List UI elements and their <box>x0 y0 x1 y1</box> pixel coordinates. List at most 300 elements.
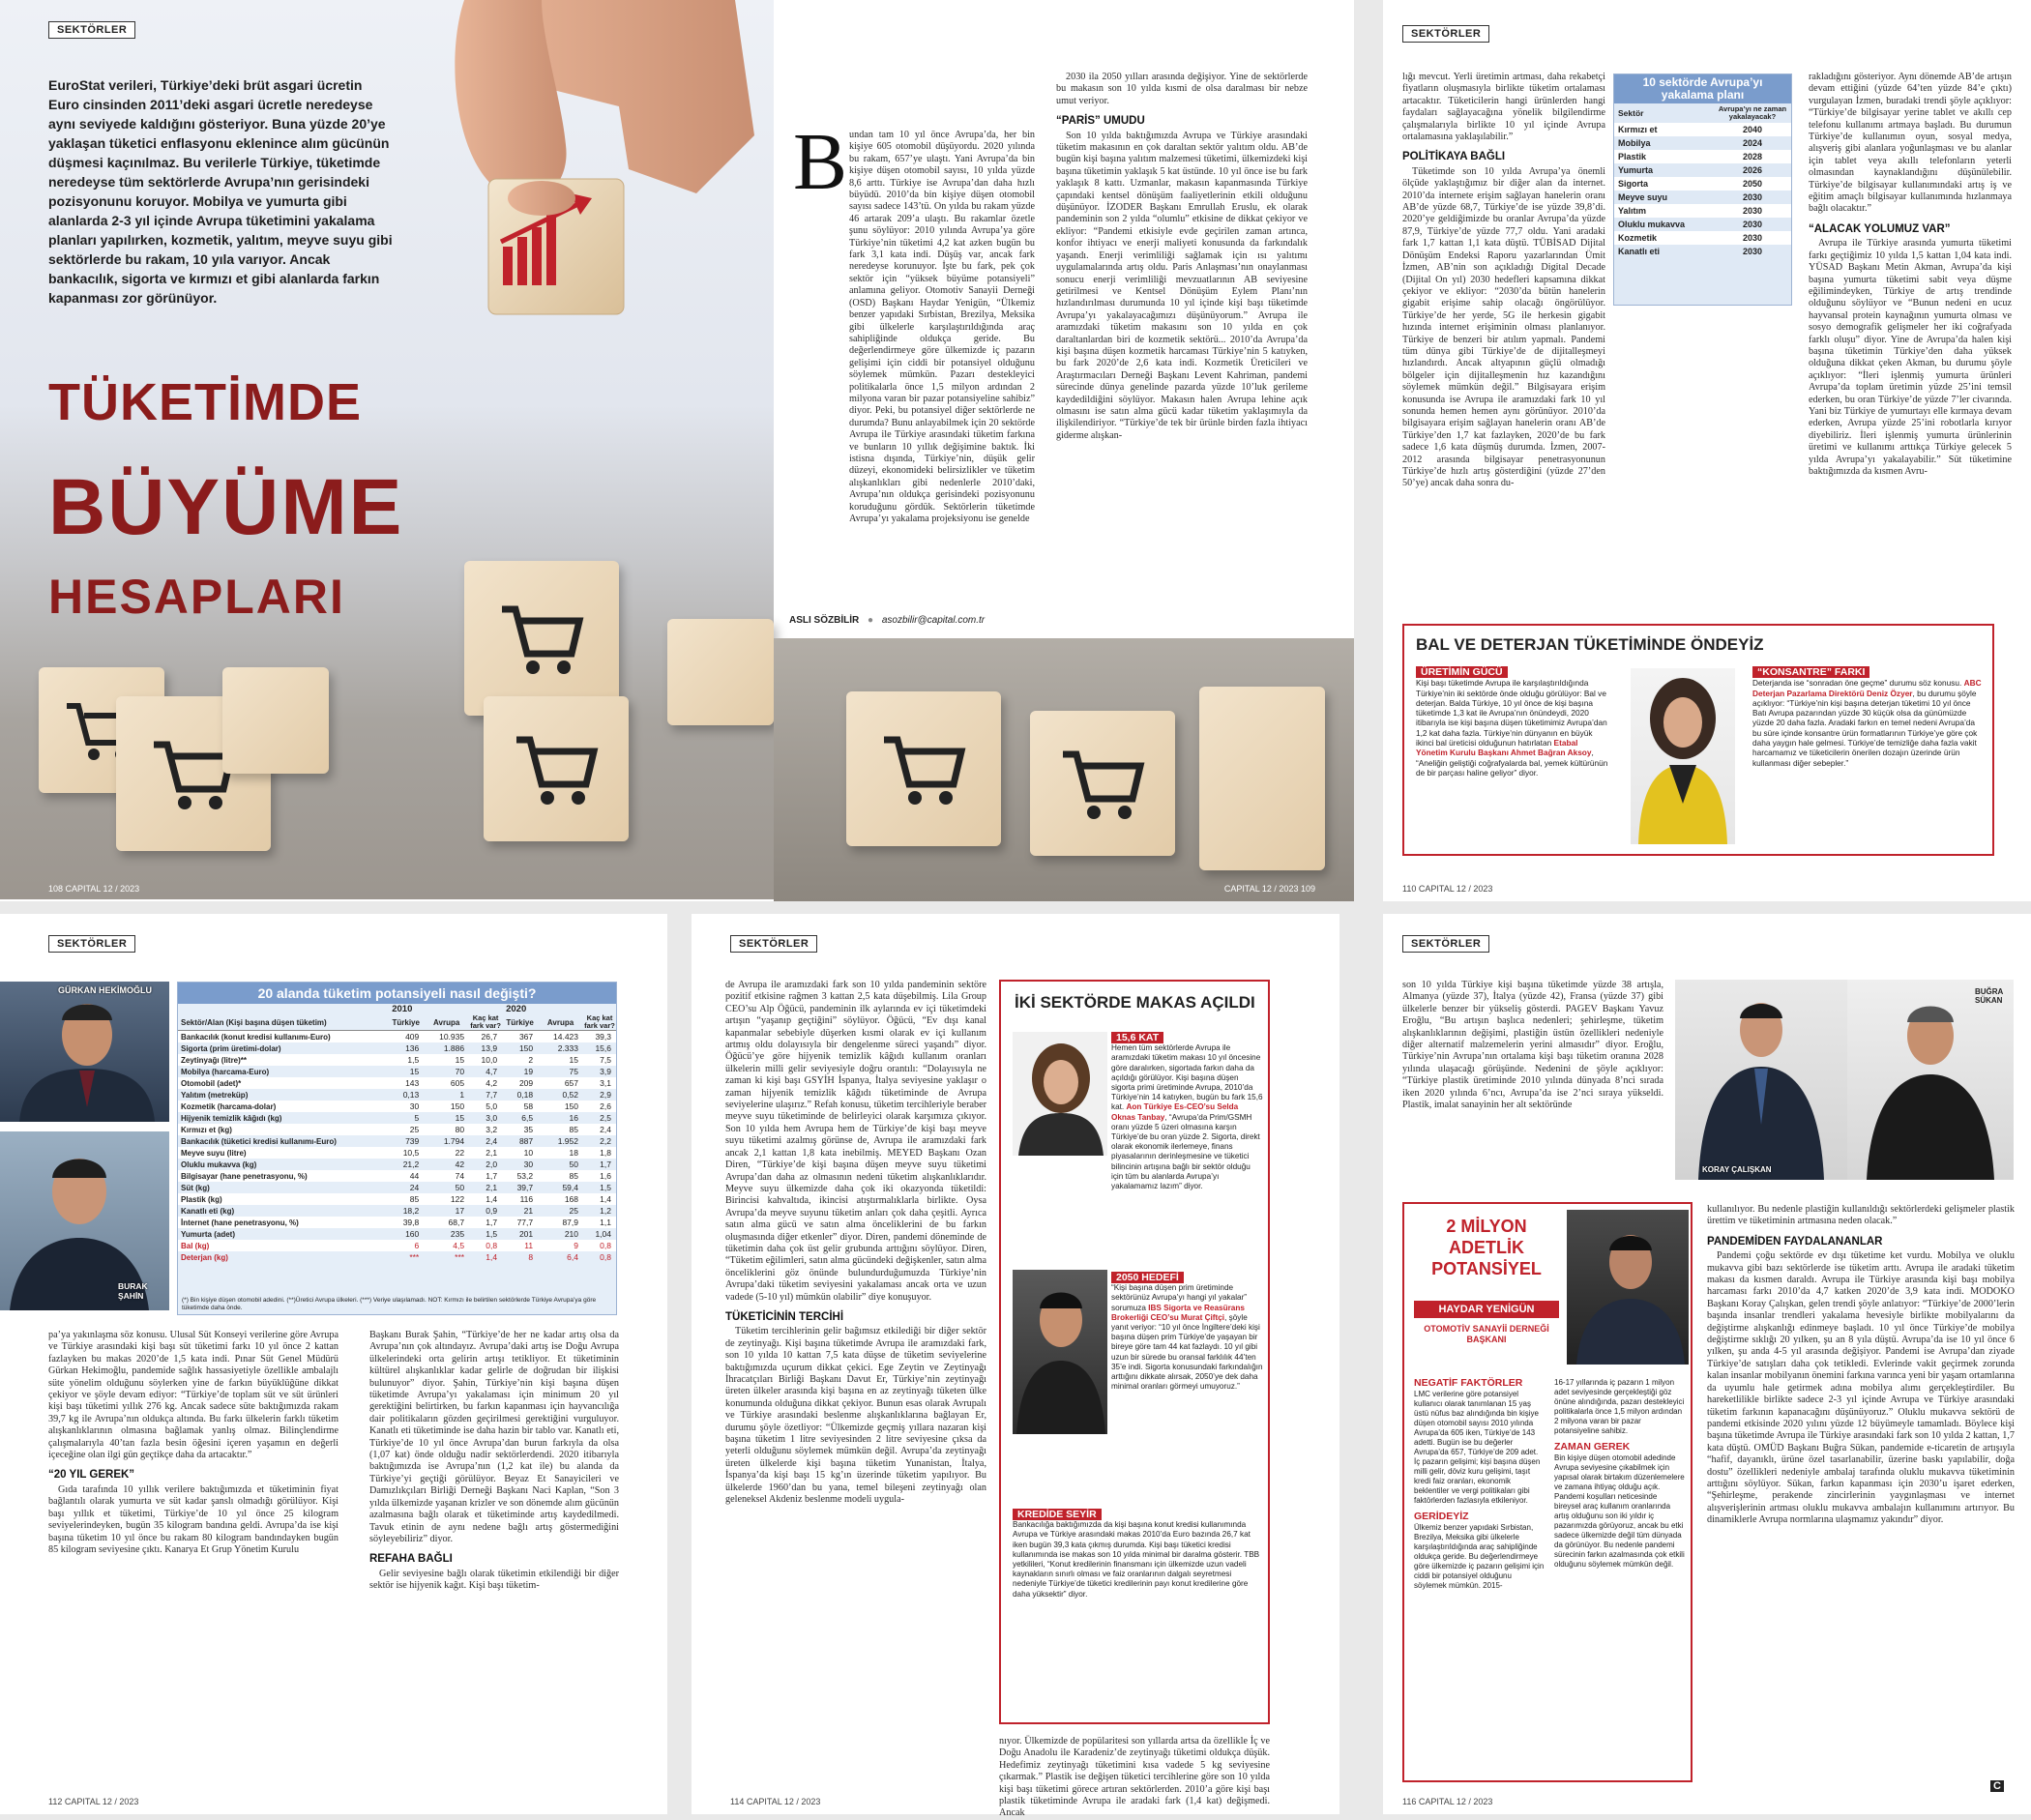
paragraph: Gelir seviyesine bağlı olarak tüketimin etkilendiği bir diğer sektör ise hijyenik kağıt. Kişi başı tüketim- <box>369 1568 619 1592</box>
paragraph: rakladığını gösteriyor. Aynı dönemde AB’de artışın devam ettiğini (yüzde 64’ten yüzde 84’e çıktı) vurgulayan İzmen, buradaki trendi şöyle açıklıyor: “Türkiye’de bilgisayar yerine tablet ve akıllı cep telefonu kullanımı artmaya başladı. Bu durumun Türkiye’de kullanımın oyun, sosyal medya, alışveriş gibi alanlara yoğunlaşması ve bu alanlar için tablet veya akıllı telefonların yeterli olmasından kaynaklandığını düşünülebilir. Türkiye’de bilgisayar kullanımındaki artış iş ve eğitim amaçlı bilgisayar kullanımında hızlanmaya bağlı olacaktır.” <box>1809 72 2012 215</box>
cell-sector: Plastik (kg) <box>181 1194 222 1204</box>
cell-value: 25 <box>409 1125 420 1134</box>
paragraph: nıyor. Ülkemizde de popülaritesi son yıllarda artsa da özellikle İç ve Doğu Anadolu ile Karadeniz’de zeytinyağı tüketimi oldukça düşük. Hedefimiz zeytinyağı tüketimini kısa vadede 5 kg seviyesine çıkarmak.” Plastik ise değişen tüketici tercihlerine göre son 10 yılda kişi başı tüketimi görece artıran sektörlerden. 2010’a göre kişi başı plastik tüketiminde Avrupa ile aradaki fark (1,4 kat) değişmedi. Ancak <box>999 1736 1270 1819</box>
cell-value: 367 <box>518 1032 534 1042</box>
cell-value: 3,9 <box>600 1067 611 1076</box>
cart-cube <box>1030 711 1175 856</box>
cell-value: 136 <box>405 1043 420 1053</box>
table-row <box>1614 177 1791 191</box>
photo-caption: GÜRKAN HEKİMOĞLU <box>58 985 152 995</box>
cell-value: 21,2 <box>402 1160 420 1169</box>
cell-value: 2,6 <box>600 1101 611 1111</box>
cell-sector: Bal (kg) <box>181 1241 210 1250</box>
cell-sector: Bankacılık (tüketici kredisi kullanımı-Euro) <box>181 1136 337 1146</box>
page-number <box>1224 884 1315 894</box>
paragraph: Pandemi çoğu sektörde ev dışı tüketime ket vurdu. Mobilya ve oluklu mukavva gibi bazı sektörlerde ise tüketim arttı. Avrupa ile aradaki tüketim makası da kısmen daraldı. Avrupa ile Türkiye arasında kişi başı mobilya harcaması farkı 2010’da 4,7 katken 2020’de 3,9 kata indi. MODOKO Başkanı Koray Çalışkan, gelen trendi şöyle anlatıyor: “Türkiye’de 2000’lerin başında insanlar trendleri yakalama hevesiyle birlikte mobilyalarını da değiştirme alışkanlığı edinmeye başladı. 10 yıl önce Türkiye’de mobilya değiştirme sıklığı 20 yılken, şu an 8 yıla düştü. Avrupa’da ise 10 yıl önce 6 yılken, şu anda 4-5 yıl arasında değişiyor. Pandemi ise Avrupa’dan ziyade Türkiye’de satışları daha çok tetikledi. Evlerinde vakit geçirmek zorunda kalan insanlar mobilyanın önemini farkına varınca yeni bir yaşam ortamlarına da uyumlu hale getirmek adına mobilya alımı gerçekleştirdiler. Bu hareketlilikle birlikte sadece 2-3 yıl içinde Avrupa ve Türkiye arasındaki tüketim farkının kapanacağını düşünüyoruz.” Oluklu mukavva sektörü de pandemi etkisinde 2020 yılını yüzde 12 büyümeyle tamamladı. Böylece kişi başına tüketimde Avrupa ile Türkiye arasındaki fark son 10 yılda 2 kattan, 1,7 kata düştü. OMÜD Başkanı Buğra Sükan, pandemide e-ticaretin de artışıyla “hafif, dayanıklı, ürüne özel tasarlanabilir, üzerine baskı yapılabilir, doğa dostu” özellikleri nedeniyle ambalaj tarafında oluklu mukavva tüketiminin arttığını söylüyor. Sükan, farkın kapanması için 2030’u işaret ederken, “Şehirleşme, perakende zincirlerinin yaygınlaşması ve internet alışverişlerinin artması oluklu mukavva ambalajın kullanımını artırıyor. Bu dinamiklerle Avrupa normlarına ulaşmamız yakındır” diyor. <box>1707 1250 2015 1526</box>
cell-value: 1,04 <box>595 1229 611 1239</box>
paragraph: Gıda tarafında 10 yıllık verilere baktığımızda et tüketiminin fiyat bağlantılı olarak yumurta ve süt kadar şanslı olmadığı görülüyor. Kişi başı yıllık et tüketimi, Türkiye’de 10 yıl önce 25 kilogram seviyelerindeyken, bugün 35 kilogram bandına geldi. Avrupa’da ise kişi başına tüketim 10 yıl önce bu rakam 80 kilogram bandındayken bugün 85 kilogram seviyesine çıktı. Kanarya Et Grup Yönetim Kurulu <box>48 1483 338 1555</box>
cell-sector: Yumurta <box>1618 165 1654 175</box>
table-row <box>178 1031 616 1043</box>
table-row <box>178 1170 616 1182</box>
cell-year: 2050 <box>1742 179 1763 189</box>
cell-sector: Bankacılık (konut kredisi kullanımı-Euro) <box>181 1032 331 1042</box>
cell-value: 68,7 <box>448 1218 465 1227</box>
cell-value: 150 <box>518 1043 534 1053</box>
drop-cap: B <box>793 117 848 207</box>
cell-sector: Otomobil (adet)* <box>181 1078 242 1088</box>
cell-value: 14.423 <box>553 1032 578 1042</box>
cell-year: 2030 <box>1742 206 1763 216</box>
table-row <box>178 1042 616 1054</box>
section-tag: SEKTÖRLER <box>48 935 135 953</box>
box-item-1 <box>1111 1032 1264 1191</box>
table-row <box>178 1228 616 1240</box>
subheading: REFAHA BAĞLI <box>369 1553 453 1566</box>
cell-value: 4,7 <box>486 1067 498 1076</box>
photo-caption: BURAK ŞAHİN <box>118 1281 148 1301</box>
cell-value: 1,5 <box>600 1183 611 1192</box>
box-item-3 <box>1013 1509 1262 1600</box>
cell-value: 0,8 <box>600 1252 611 1262</box>
cell-value: 42 <box>455 1160 465 1169</box>
paragraph: 2030 ila 2050 yılları arasında değişiyor. Yine de sektörlerde bu makasın son 10 yılda kısmi de olsa daralması bir nebze umut veriyor. <box>1056 72 1308 106</box>
cell-value: 24 <box>409 1183 420 1192</box>
box-text: Bankacılığa baktığımızda da kişi başına konut kredisi kullanımında Avrupa ve Türkiye arasındaki makas 2010’da Euro bazında 26,7 kat iken bugün 39,3 kata çıkmış durumda. Kişi başı tüketici kredisi kullanımında ise makas son 10 yılda minimal bir daralma gösterir. TBB yetkilileri, “Konut kredilerinin finansmanı için ülkemizde uzun vadeli kaynakların sınırlı olması ve faiz oranlarının dalgalı seyretmesi nedeniyle Türkiye’de tüketici kredilerinin payı konut kredilerine göre daha yüksektir” diyor. <box>1013 1520 1260 1599</box>
cell-value: 1,2 <box>600 1206 611 1216</box>
box-subheading: GERİDEYİZ <box>1414 1511 1469 1522</box>
box-column-2 <box>1752 666 1983 768</box>
table-row <box>178 1251 616 1263</box>
box-text: , “Avrupa’da Prim/GSMH oranı yüzde 5 üzeri olmasına karşın Türkiye’de bu oran yüzde 2. Sigorta, direkt olarak ekonomik ilerlemeye, finans piyasalarının derinleşmesine ve tüketici bilincinin artışına bağlı bir sektör olduğu için tüm bu alanlarda Avrupa’yı yakalamamız lazım” diyor. <box>1111 1112 1260 1191</box>
box-text: “Kişi başına düşen prim üretiminde sektörünüz Avrupa’yı hangi yıl yakalar” sorumuza <box>1111 1283 1248 1312</box>
cell-value: 5,0 <box>486 1101 498 1111</box>
cell-value: 30 <box>409 1101 420 1111</box>
table-title: 20 alanda tüketim potansiyeli nasıl değişti? <box>178 983 616 1004</box>
cell-value: 22 <box>455 1148 465 1158</box>
cell-value: 17 <box>455 1206 465 1216</box>
cell-value: 5 <box>414 1113 420 1123</box>
cell-value: 39,8 <box>402 1218 420 1227</box>
page-number <box>730 1797 820 1806</box>
table-row <box>178 1089 616 1101</box>
page-num: 112 <box>48 1797 63 1806</box>
cell-value: 39,7 <box>516 1183 534 1192</box>
cell-value: 1,5 <box>486 1229 498 1239</box>
page-number <box>1402 884 1492 894</box>
cell-value: 2,4 <box>486 1136 498 1146</box>
cell-value: 1,5 <box>407 1055 420 1065</box>
table-row <box>1614 231 1791 245</box>
author-name: ASLI SÖZBİLİR <box>789 615 860 626</box>
catch-up-table <box>1613 73 1792 306</box>
cell-sector: Oluklu mukavva <box>1618 220 1686 229</box>
headline-line-3: HESAPLARI <box>48 570 345 624</box>
lead-paragraph: EuroStat verileri, Türkiye’deki brüt asgari ücretin Euro cinsinden 2011’deki asgari ücretle neredeyse aynı seviyede kaldığını gösteriyor. Buna yüzde 20’ye yaklaşan tüketici enflasyonu eklenince alım gücünün düşmesi kaçınılmaz. Bu verilerle Türkiye, tüketimde neredeyse tüm sektörlerde Avrupa’nın gerisindeki pozisyonunu koruyor. Mobilya ve yumurta gibi alanlarda 2-3 yıl içinde Avrupa tüketimini yakalama planları yapılırken, kozmetik, yalıtım, meyve suyu gibi sektörlerde bu rakam, 10 yıla varıyor. Ancak bankacılık, sigorta ve kırmızı et gibi alanlarda farkın kapanması zor görünüyor. <box>48 77 393 306</box>
cell-sector: Mobilya (harcama-Euro) <box>181 1067 270 1076</box>
page-number <box>1402 1797 1492 1806</box>
data-table <box>178 1004 616 1263</box>
table-row <box>178 1147 616 1159</box>
person-photo <box>1847 980 2014 1180</box>
person-photo <box>1631 668 1735 844</box>
cell-sector: Süt (kg) <box>181 1183 210 1192</box>
cell-sector: Zeytinyağı (litre)** <box>181 1055 248 1065</box>
cell-value: 4,5 <box>453 1241 465 1250</box>
cell-sector: Kanatlı eti (kg) <box>181 1206 235 1216</box>
consumption-table <box>177 982 617 1315</box>
cell-value: 9 <box>574 1241 578 1250</box>
person-name: Aon Türkiye Es-CEO’su Selda Oknas Tanbay <box>1111 1102 1239 1122</box>
table-row <box>1614 245 1791 258</box>
cell-sector: Kozmetik <box>1618 233 1658 243</box>
person-name: IBS Sigorta ve Reasürans Brokerliği CEO’su Murat Çiftçi <box>1111 1303 1245 1322</box>
box-subheading: 2050 HEDEFİ <box>1111 1272 1184 1283</box>
paragraph: son 10 yılda Türkiye kişi başına tüketimde yüzde 38 artışla, Almanya (yüzde 37), İtalya (yüzde 42), Fransa (yüzde 37) gibi ülkelerle benzer bir yükseliş gösterdi. PAGEV Başkanı Yavuz Eroğlu, “Bu artışın başlıca nedenleri; şehirleşme, tüketim alışkanlıklarının değişimi, plastiğin üstün özellikleri nedeniyle diğer alternatif malzemelerin yerini almasıdır” diyor. Eroğlu, Türkiye’nin Avrupa’nın ortalama kişi başı tüketim oranına 2028 yılında ulaşacağı görüşünde. Nedenini de şöyle açıklıyor: “Türkiye plastik üretiminde 2010 yılında dünyada 8’nci sırada iken 2020 yılında 6’ncı, Avrupa’da ise 2’nci sıraya yükseldi. Plastik, imalat sanayinin her alt sektöründe <box>1402 980 1663 1111</box>
cell-sector: Yumurta (adet) <box>181 1229 236 1239</box>
cell-sector: Kırmızı et (kg) <box>181 1125 232 1134</box>
cell-value: 15 <box>409 1067 420 1076</box>
box-subheading: NEGATİF FAKTÖRLER <box>1414 1377 1523 1389</box>
cell-value: 1,7 <box>486 1218 498 1227</box>
article-column-2 <box>999 1736 1270 1819</box>
table-row <box>1614 150 1791 163</box>
two-sectors-box <box>999 980 1270 1724</box>
cell-sector: Plastik <box>1618 152 1647 161</box>
page-number <box>48 884 139 894</box>
subheading: PANDEMİDEN FAYDALANANLAR <box>1707 1235 1883 1248</box>
cell-value: 74 <box>455 1171 465 1181</box>
header-sector: Sektör <box>1618 108 1644 118</box>
cell-sector: Sigorta <box>1618 179 1649 189</box>
photo-caption: BUĞRA SÜKAN <box>1975 987 2004 1005</box>
cell-value: 3,1 <box>600 1078 611 1088</box>
cell-value: 2,2 <box>600 1136 611 1146</box>
cell-value: 30 <box>523 1160 534 1169</box>
shopping-cart-icon <box>880 730 967 807</box>
cell-sector: Bilgisayar (hane penetrasyonu, %) <box>181 1171 308 1181</box>
mag-name: CAPITAL 12 / 2023 <box>1418 1797 1493 1806</box>
cell-value: 1.886 <box>443 1043 465 1053</box>
paragraph: Başkanı Burak Şahin, “Türkiye’de her ne kadar artış olsa da Avrupa’nın çok altındayız. Avrupa’daki artış ise Doğu Avrupa ülkelerindeki orta gelirin artışı tetikliyor. Et tüketiminin kültürel alışkanlıklar kadar gelirle de doğrudan bir ilişkisi bulunuyor” diyor. Şahin, Türkiye’nin kişi başına düşen tüketimde Avrupa’yı yakalaması için minimum 20 yıl gerektiğini belirtirken, bu farkın kapanması için hayvancılığa dair politikaların gözden geçirilmesi gerektiğini vurguluyor. Kanatlı eti tüketiminde ise daha hazin bir tablo var. Kanatlı eti, Türkiye’de 10 yıl önce Avrupa’dan burun farkıyla da olsa (1,07 kat) önde olduğu nadir sektörlerdendi. 2020 itibarıyla baktığımızda ise Avrupa’nın (1,2 kat ile) bu alanda da Türkiye’yi geçtiği görülüyor. Beyaz Et Sanayicileri ve Damızlıkçıları Birliği Derneği Başkanı Naci Kaplan, “Son 3 yılda ülkemizde yaşanan krizler ve son dönemde alım gücünün azalmasına bağlı olarak et tüketiminde artış kaydedilmedi. Tavuk etinin de aynı nedene bağlı artış göstermediğini söyleyebiliriz” diyor. <box>369 1330 619 1544</box>
cell-value: 21 <box>523 1206 534 1216</box>
article-column-2 <box>1056 72 1308 594</box>
cell-value: 0,8 <box>486 1241 498 1250</box>
section-tag: SEKTÖRLER <box>1402 935 1489 953</box>
cell-value: 1,7 <box>486 1171 498 1181</box>
cell-value: 1.952 <box>557 1136 578 1146</box>
cell-value: 201 <box>518 1229 534 1239</box>
subheading: “ALACAK YOLUMUZ VAR” <box>1809 222 1951 235</box>
table-row <box>178 1182 616 1193</box>
table-row <box>1614 218 1791 231</box>
paragraph: Tüketim tercihlerinin gelir bağımsız etkilediği bir diğer sektör de zeytinyağı. Kişi başına tüketimde Avrupa ile aramızdaki fark, son 10 yılda 10 kattan 7,5 kata düşse de tüketim seviyelerine baktığımızda uçurum dikkat çekici. Ege Zeytin ve Zeytinyağı İhracatçıları Birliği Başkanı Davut Er, Türkiye’nin zeytinyağı üreten ülkeler arasında kişi başına en az zeytinyağı tüketen ülke konumunda olduğuna dikkat çekiyor. Bunun esas olarak Avrupalı ve Türkiye arasındaki beslenme alışkanlıklarına bağlayan Er, durumu şöyle özetliyor: “Ülkemizde geçmiş yıllara nazaran kişi başına tüketim 1 litre seviyesinden 2 litre seviyesine çıksa da yeterli olduğunu söylemek mümkün değil. Avrupa’da zeytinyağı üreten ülkelerde kişi başına tüketim Yunanistan, İtalya, İspanya’da kişi başı 15 kg’ın üzerinde tüketim yapılıyor. Bu ülkelerde 1960’dan bu yana, temel bileşeni zeytinyağı olan geleneksel Akdeniz beslenme modeli uygula- <box>725 1326 986 1506</box>
table-row <box>178 1159 616 1170</box>
table-row <box>1614 163 1791 177</box>
box-title: İKİ SEKTÖRDE MAKAS AÇILDI <box>1015 993 1255 1012</box>
article-column-2 <box>369 1330 619 1775</box>
cell-value: 85 <box>409 1194 420 1204</box>
cell-value: 2.333 <box>557 1043 578 1053</box>
cell-value: 657 <box>564 1078 578 1088</box>
page-num: 109 <box>1300 884 1315 894</box>
cell-value: 6,4 <box>567 1252 578 1262</box>
cell-sector: İnternet (hane penetrasyonu, %) <box>181 1218 299 1227</box>
cell-value: 15 <box>569 1055 578 1065</box>
header-tr: Türkiye <box>392 1017 420 1027</box>
cell-value: 85 <box>569 1125 578 1134</box>
table-row <box>178 1066 616 1077</box>
cell-value: 35 <box>523 1125 534 1134</box>
box-text: 16-17 yıllarında iç pazarın 1 milyon adet seviyesinde gerçekleştiği göz önüne alındığında, pazarı destekleyici politikalarla önce 1,5 milyon ardından 2 milyona varan bir pazar potansiyeline sahibiz. <box>1554 1378 1685 1435</box>
cell-value: 19 <box>523 1067 534 1076</box>
cell-value: 87,9 <box>562 1218 578 1227</box>
cell-value: 887 <box>518 1136 534 1146</box>
cell-sector: Deterjan (kg) <box>181 1252 228 1262</box>
paragraph: Tüketimde son 10 yılda Avrupa’ya önemli ölçüde yaklaştığımız bir diğer alan da internet. 2010’da internete erişim sağlayan hanelerin oranı AB’de yüzde 68,7, Türkiye’de ise yüzde 39,8’di. 2020’ye geldiğimizde bu oranlar Avrupa’da yüzde 87,9, Türkiye’de yüzde 77,7 oldu. Yani aradaki fark 1,7 kattan 1,1 kata düştü. TÜBİSAD Dijital Dönüşüm Endeksi Raporu yazarlarından Ümit İzmen, AB’nin son açıkladığı Digital Decade (Dijital On yıl) 2030 hedefleri kapsamına dikkat çekiyor ve ekliyor: “2030’da bütün hanelerin gigabit erişime sahip olacağı öngörülüyor. Türkiye’de her yerde, 5G ile herkesin gigabit hızında internet erişiminin olması planlanıyor. Türkiye de benzeri bir atılım yapmalı. Pandemi tüm dünya gibi Türkiye’de de dijitalleşmeyi hızlandırdı. Ancak altyapının güçlü olmadığı bölgeler için dijitalleşmenin hız kazandığını söylemek mümkün değil.” Bilgisayara erişim konusunda ise Avrupa ile aramızdaki fark 10 yıl sonunda hemen hemen aynı görünüyor. 2010’da bilgisayara erişim sağlayan hanelerin oranı AB’de Türkiye’den 1,7 kat fazlayken, 2020’de bu fark sadece 1,6 kata düşmüş durumda. İzmen, 2007-2012 arasında bilgisayar penetrasyonunun Türkiye’de hızlı artış gösterdiğini (yüzde 27’den 50’ye) ancak daha sonra du- <box>1402 165 1605 489</box>
subheading: TÜKETİCİNİN TERCİHİ <box>725 1310 844 1323</box>
cell-value: 1,7 <box>600 1160 611 1169</box>
cell-value: 26,7 <box>481 1032 498 1042</box>
box-text: Deterjanda ise “sonradan öne geçme” durumu söz konusu. <box>1752 678 1962 689</box>
box-text: LMC verilerine göre potansiyel kullanıcı olarak tanımlanan 15 yaş üstü nüfus baz alındığında bin kişiye düşen otomobil sayısı 2010 yılında Avrupa’da 605 iken, Türkiye’de 143 adetti. Bugün ise bu değerler Avrupa’da 657, Türkiye’de 209 adet. İç pazarın gelişimi; kişi başına düşen milli gelir, döviz kuru gelişimi, taşıt kredi faiz oranları, ekonomik beklentiler ve vergi politikaları gibi faktörlerden fazlasıyla etkileniyor. <box>1414 1390 1541 1505</box>
box-column-1 <box>1414 1378 1545 1591</box>
cell-sector: Mobilya <box>1618 138 1651 148</box>
table-row <box>1614 123 1791 136</box>
mag-name: CAPITAL 12 / 2023 <box>1418 884 1493 894</box>
cell-year: 2026 <box>1742 165 1763 175</box>
box-column-2 <box>1554 1378 1685 1570</box>
hero-image-extension <box>774 638 1354 901</box>
box-text: Kişi başı tüketimde Avrupa ile karşılaştırıldığında Türkiye’nin iki sektörde önde olduğu görülüyor: Bal ve deterjan. Balda Türkiye, 10 yıl önce de kişi başına tüketimde 1,3 kat ile Avrupa’nın önündeydi, 2020 itibarıyla ise kişi başına düşen tüketimimiz Avrupa’dan 1,2 kat daha fazla. Türkiye’nin dünyanın en büyük ikinci bal üreticisi olduğunun hatırlatan <box>1416 678 1607 749</box>
paragraph: de Avrupa ile aramızdaki fark son 10 yılda pandeminin sektöre pozitif etkisine rağmen 3 kattan 2,5 kata düşebilmiş. Lila Group CEO’su Alp Öğücü, pandeminin ilk aylarında ev içi tüketimdeki artışın “yaşanıp geçtiğini” söylüyor. Öğücü, “Ev dışı kanal kapanmalar sebebiyle düşerken kısmi olarak ev içi kullanım artmış oldu dolayısıyla bir dengelenme süreci yaşandı” diyor. Öğücü’ye göre hijyenik temizlik kâğıdı kullanım oranları ülkelerin milli gelir seviyesiyle doğru orantılı: “Dolayısıyla ne zaman ki kişi başı GSYİH İspanya, İtalya seviyesine yaklaşır o zaman hijyenik temizlik kâğıdı tüketiminde de Avrupa seviyelerine ulaşırız.” Refah konusu, tüketim tercihleriyle beraber meyve suyu tüketiminde de belirleyici olarak karşımıza çıkıyor. Son 10 yılda hem Avrupa hem de Türkiye’de kişi başı meyve suyu tüketimi azalmış görünse de, Avrupa ile aramızdaki fark ancak 2,1 kattan 1,8 kata inebilmiş. MEYED Başkanı Ozan Diren, “Türkiye’de kişi başına düşen meyve suyu tüketimi Avrupa’dan daha az olmasının nedeni tüketim alışkanlıklarıdır. Meyve suyu ülkemizde daha çok iki okazyonda tüketildi: Birincisi kahvaltıda, ikincisi atıştırmalıklarla birlikte. Oysa Avrupa’da meyve suyunu tüketim anları çok daha çeşitli. Ayrıca satın alma gücü ve satın alma önceliklerini de bu farkın oluşmasında diğer etkenler” diyor. Diren, pandemi döneminde de tüketimin daha çok üst gelir grubunda arttığını söylüyor. Diren, “Tüketim eğilimleri, satın alma gücündeki değişkenler, satın alma önceliklerini göz önünde bulundurduğumuzda Türkiye’nin Avrupa’daki tüketim seviyesini yakalaması ancak orta ve uzun vadede (5-10 yıl) mümkün olabilir” diye konuşuyor. <box>725 980 986 1303</box>
box-person-name: HAYDAR YENİGÜN <box>1414 1301 1559 1318</box>
cell-value: 209 <box>518 1078 534 1088</box>
cell-value: 2,9 <box>600 1090 611 1100</box>
page-110 <box>1383 0 2031 901</box>
person-name: Etabal Yönetim Kurulu Başkanı Ahmet Bağran Aksoy <box>1416 738 1592 758</box>
table-row <box>178 1135 616 1147</box>
cell-sector: Meyve suyu (litre) <box>181 1148 247 1158</box>
subheading: “20 YIL GEREK” <box>48 1469 135 1482</box>
cell-value: 15 <box>455 1055 465 1065</box>
cell-value: 1,4 <box>486 1194 498 1204</box>
cell-year: 2030 <box>1742 233 1763 243</box>
cell-value: 116 <box>519 1194 534 1204</box>
cell-year: 2030 <box>1742 247 1763 256</box>
cell-value: 80 <box>455 1125 465 1134</box>
cart-cube <box>846 691 1001 846</box>
bullet-icon: ● <box>868 615 874 626</box>
blank-cube <box>667 619 774 725</box>
subheading: “PARİS” UMUDU <box>1056 115 1145 128</box>
box-subheading: ÜRETİMİN GÜCÜ <box>1416 666 1508 678</box>
cell-year: 2028 <box>1742 152 1763 161</box>
cell-value: 3,0 <box>486 1113 498 1123</box>
person-photo <box>1675 980 1847 1180</box>
person-photo <box>0 982 169 1122</box>
table-title: 10 sektörde Avrupa’yı yakalama planı <box>1614 74 1791 103</box>
cell-sector: Kozmetik (harcama-dolar) <box>181 1101 277 1111</box>
person-photo <box>1567 1210 1689 1365</box>
cell-value: 50 <box>569 1160 578 1169</box>
cell-value: 6 <box>414 1241 420 1250</box>
box-text: , “Aneliğin geliştiği coğrafyalarda bal, yemek kültürünün de bir parçası haline geliyor” diyor. <box>1416 748 1608 778</box>
cart-cube <box>464 561 619 716</box>
article-column-2 <box>1809 72 2012 608</box>
page-112 <box>0 914 667 1814</box>
page-num: 114 <box>730 1797 745 1806</box>
section-tag: SEKTÖRLER <box>48 21 135 39</box>
cell-value: 39,3 <box>595 1032 611 1042</box>
header-eu: Avrupa <box>433 1017 460 1027</box>
woman-portrait <box>1631 668 1735 844</box>
cell-year: 2040 <box>1742 125 1763 134</box>
page-114 <box>692 914 1339 1819</box>
cell-value: 1,4 <box>600 1194 611 1204</box>
cell-value: *** <box>409 1252 420 1262</box>
table-note: (*) Bin kişiye düşen otomobil adedini. (**)Üretici Avrupa ülkeleri. (***) Veriye ulaşılamadı. NOT: Kırmızı ile belirtilen sektörlerde Türkiye Avrupa’ya göre tüketimde daha önde. <box>182 1297 597 1311</box>
table-row <box>1614 204 1791 218</box>
page-num: 108 <box>48 884 64 894</box>
cell-value: 150 <box>450 1101 465 1111</box>
table-row <box>178 1205 616 1217</box>
table-row <box>178 1077 616 1089</box>
box-subheading: 15,6 KAT <box>1111 1032 1163 1043</box>
person-name: ABC Deterjan Pazarlama Direktörü Deniz Özyer <box>1752 678 1982 698</box>
table-row <box>178 1240 616 1251</box>
table-row <box>178 1101 616 1112</box>
paragraph: pa’ya yakınlaşma söz konusu. Ulusal Süt Konseyi verilerine göre Avrupa ve Türkiye arasındaki kişi başı süt tüketimi farkı 10 yıl önce 2 kattan fazlayken bu makas 2020’de 1,5 kata indi. Pınar Süt Genel Müdürü Gürkan Hekimoğlu, pandemide sağlık hassasiyetiyle özellikle ambalajlı süte yönelim olduğunu söylerken yine de farkın büyüklüğüne dikkat çekiyor ve şöyle devam ediyor: “Türkiye’de toplam süt ve süt ürünleri kişi başı tüketimi yıllık 276 kg. Ancak sadece süte baktığımızda rakam 39,7 kg ile Avrupa’nın oldukça altında. Bu farkı ülkelerin farklı tüketim alışkanlıklarının olmasına bağlamak yanlış olmaz. Bilinçlendirme çalışmalarıyla 40’tan fazla besin öğesini içeren yaşamın en değerli içeceğine olan ilgi gün geçtikçe daha da artacaktır.” <box>48 1330 338 1461</box>
table-row <box>1614 136 1791 150</box>
box-text: Bin kişiye düşen otomobil adedinde Avrupa seviyesine çıkabilmek için yapısal olarak birtakım düzenlemelere ve zamana ihtiyaç olduğu açık. Pandemi koşulları neticesinde bireysel araç kullanım oranlarında artış olduğunu son iki yıldır iç pazarımızda görüyoruz, ancak bu etki sadece ülkemizde değil tüm dünyada da görünüyor. Bu nedenle pandemi sürecinin farkın azalmasında çok etkili olduğunu söylemek mümkün değil. <box>1554 1453 1685 1569</box>
cell-sector: Sigorta (prim üretimi-dolar) <box>181 1043 281 1053</box>
man-portrait <box>0 982 169 1122</box>
box-subheading: “KONSANTRE” FARKI <box>1752 666 1869 678</box>
box-text: , şöyle yanıt veriyor: “10 yıl önce İngiltere’deki kişi başına düşen prim Türkiye’de yaşayan bir bireye göre tam 44 kat fazlaydı. 10 yıl gibi uzun bir sürede bu oransal farklılık 44’ten 35’e indi. Sigorta konusundaki farkındalığın arttığını dikkate alırsak, 2050’ye dek daha minimal oranları görmeyi umuyoruz.” <box>1111 1312 1263 1392</box>
cell-value: 2,5 <box>600 1113 611 1123</box>
cell-value: 0,13 <box>402 1090 420 1100</box>
box-text: Hemen tüm sektörlerde Avrupa ile aramızdaki tüketim makası 10 yıl öncesine göre daralırken, sigortada farkın daha da açıldığı görülüyor. Kişi başına düşen sigorta primi üretiminde Avrupa, 2010’da Türkiye’nin 14 katıyken, bugün bu fark 15,6 kat. <box>1111 1043 1263 1112</box>
shopping-cart-icon <box>513 730 600 807</box>
page-num: 110 <box>1402 884 1417 894</box>
cell-value: 739 <box>405 1136 420 1146</box>
cell-value: 50 <box>455 1183 465 1192</box>
table-row <box>178 1054 616 1066</box>
box-text: Ülkemiz benzer yapıdaki Sırbistan, Brezilya, Meksika gibi ülkelerle karşılaştırıldığında araç sahipliğinde oldukça geride. Bu değerlendirmeye göre ülkemizde iç pazarın gelişimi için ciddi bir potansiyel olduğunu söylemek mümkün. 2015- <box>1414 1523 1545 1590</box>
headline-line-1: TÜKETİMDE <box>48 373 362 431</box>
cell-value: 59,4 <box>562 1183 578 1192</box>
blank-cube <box>222 667 329 774</box>
cell-sector: Oluklu mukavva (kg) <box>181 1160 257 1169</box>
headline-line-2: BÜYÜME <box>48 463 404 551</box>
cell-value: 605 <box>450 1078 465 1088</box>
box-column-1 <box>1416 666 1609 778</box>
header-eu: Avrupa <box>546 1017 574 1027</box>
header-year: Avrupa’yı ne zaman yakalayacak? <box>1718 104 1787 121</box>
cell-value: 168 <box>564 1194 578 1204</box>
cell-year: 2030 <box>1742 220 1763 229</box>
box-title: BAL VE DETERJAN TÜKETİMİNDE ÖNDEYİZ <box>1416 635 1764 654</box>
cell-value: 2,1 <box>486 1148 498 1158</box>
header-x: Kaç kat fark var? <box>584 1013 615 1030</box>
article-column-2 <box>1707 1204 2015 1775</box>
page-108-109 <box>0 0 1354 901</box>
cell-value: 25 <box>569 1206 578 1216</box>
plan-table <box>1614 103 1791 258</box>
table-row <box>1614 191 1791 204</box>
page-116 <box>1383 914 2031 1814</box>
cell-value: 16 <box>569 1113 578 1123</box>
man-portrait <box>1847 980 2014 1180</box>
header-sector: Sektör/Alan (Kişi başına düşen tüketim) <box>181 1017 327 1027</box>
end-mark: C <box>1990 1780 2004 1792</box>
cell-value: 2,4 <box>600 1125 611 1134</box>
article-column-1 <box>725 980 986 1777</box>
cell-value: 7,5 <box>600 1055 611 1065</box>
mag-name: CAPITAL 12 / 2023 <box>65 884 140 894</box>
box-subheading: ZAMAN GEREK <box>1554 1441 1631 1453</box>
cell-sector: Kırmızı et <box>1618 125 1658 134</box>
mag-name: CAPITAL 12 / 2023 <box>64 1797 139 1806</box>
cell-value: 3,2 <box>486 1125 498 1134</box>
cell-value: 18 <box>569 1148 578 1158</box>
cell-value: 160 <box>405 1229 420 1239</box>
man-portrait <box>1013 1270 1107 1434</box>
cell-value: 70 <box>455 1067 465 1076</box>
cart-cube <box>484 696 629 841</box>
mag-name: CAPITAL 12 / 2023 <box>1223 884 1299 894</box>
author-email[interactable]: asozbilir@capital.com.tr <box>881 615 986 626</box>
cell-value: 53,2 <box>516 1171 534 1181</box>
cell-sector: Hijyenik temizlik kâğıdı (kg) <box>181 1113 282 1123</box>
article-column-1 <box>48 1330 338 1775</box>
cell-value: 18,2 <box>402 1206 420 1216</box>
man-portrait <box>1675 980 1847 1180</box>
cell-value: 10,0 <box>481 1055 498 1065</box>
table-row <box>178 1112 616 1124</box>
shopping-cart-icon <box>498 600 585 677</box>
page-num: 116 <box>1402 1797 1417 1806</box>
woman-portrait <box>1013 1032 1107 1156</box>
year-2020: 2020 <box>506 1004 527 1014</box>
cell-year: 2030 <box>1742 192 1763 202</box>
cell-value: 75 <box>569 1067 578 1076</box>
cell-value: 10 <box>523 1148 534 1158</box>
byline <box>789 615 985 626</box>
article-column-1 <box>1402 72 1605 608</box>
person-photo <box>1013 1032 1107 1156</box>
paragraph: Son 10 yılda baktığımızda Avrupa ve Türkiye arasındaki tüketim makasının en çok daraltan sektör yalıtım oldu. AB’de bugün kişi başına yalıtım malzemesi tüketimi, ülkemizdeki kişi başına tüketimin yaklaşık 5 kat üstünde. 10 yıl önce ise bu fark yaklaşık 8 kattı. Uzmanlar, makasın kapanmasında Türkiye çapındaki kentsel dönüşüm faaliyetlerinin etkili olduğunu düşünüyor. İZODER Başkanı Emrullah Eruslu, ek olarak pandeminin son 2 yılda “olumlu” etkisine de dikkat çekiyor ve ekliyor: “Pandemi etkisiyle evde geçirilen zaman artınca, konfor ihtiyacı ve enerji maliyeti konusunda da farkındalık yaşandı. Enerji verimliliği sağlamak için ısı yalıtımı uygulamalarında artış oldu. Paris Anlaşması’nın onaylanması sonucu enerji verimliliği mevzuatlarının AB seviyesine getirilmesi ve Kentsel Dönüşüm Eylem Planı’nın hızlandırılması durumunda 10 yıl içinde kişi başı tüketimde Avrupa’yı yakalayacağımızı düşünüyorum.” Avrupa ile aramızdaki tüketim makasını son 10 yılda en çok daraltanlardan biri de kozmetik sektörü... 2010’da Avrupa’da kişi başına düşen kozmetik harcaması Türkiye’nin 5 katıyken, bu fark 2020’de 2,6 kata indi. Kozmetik Üreticileri ve Araştırmacıları Derneği Başkanı Levent Kahriman, pandemi sürecinde dünya genelinde pazarda yüzde 10’luk gerileme kaydedildiğini söylüyor. Makasın halen Avrupa lehine açık olmasını ise satın alma gücü kadar tüketim yaklaşımıyla da ilişkilendiriyor. “Türkiye’de tek bir ürünle birden fazla ihtiyacı giderme alışkan- <box>1056 130 1308 441</box>
paragraph: undan tam 10 yıl önce Avrupa’da, her bin kişiye 605 otomobil düşüyordu. 2020 yılında bu rakam, 657’ye ulaştı. Yani Avrupa’da bin kişiye düşen otomobil sayısı, 10 yılda yüzde 8,6 arttı. Türkiye ise Avrupa’dan daha hızlı büyüdü. 2010’da bin kişiye düşen otomobil sayısı sadece 143’tü. On yılda bu rakam yüzde 46 artarak 209’a ulaştı. Bu rakamlar özetle şunu söylüyor: 2010 yılında Avrupa’ya göre Türkiye’nin tüketimi 4,2 kat azken bugün bu fark 3,1 kata indi. Düşüş var, ancak fark neredeyse korunuyor. İşte bu fark, pek çok sektör için “yüksek büyüme potansiyeli” anlamına geliyor. Otomotiv Sanayii Derneği (OSD) Başkanı Haydar Yenigün, “Ülkemiz benzer yapıdaki Sırbistan, Brezilya, Meksika gibi ülkelerle karşılaştırıldığında araç sahipliğinde oldukça geride. Bu değerlendirmeye göre ülkemizde iç pazarın gelişimi için ciddi bir potansiyel olduğunu söylemek mümkün. Pazarı destekleyici politikalarla önce 1,5 milyon ardından 2 milyona varan bir pazar potansiyeline sahibiz” diyor. Peki, bu potansiyel diğer sektörlerde ne durumda? Bunu anlayabilmek için 20 sektörde Avrupa ile Türkiye arasındaki tüketim farkına ve bunların 10 yıllık değişimine baktık. İki istisna dışında, Türkiye’nin, düşük gelir düzeyi, ekonomideki belirsizlikler ve tüketim alışkanlıkları gibi nedenlerle 2010’daki, Avrupa’nın oldukça gerisindeki pozisyonunu koruduğunu gördük. Sektörlerin tüketimde Avrupa’yı yakalama projeksiyonu ise genelde <box>849 130 1035 524</box>
cell-value: 122 <box>450 1194 465 1204</box>
photo-caption: KORAY ÇALIŞKAN <box>1702 1165 1772 1174</box>
cell-value: 0,8 <box>600 1241 611 1250</box>
header-x: Kaç kat fark var? <box>470 1013 501 1030</box>
man-portrait <box>1567 1210 1689 1365</box>
cell-value: 44 <box>409 1171 420 1181</box>
cell-value: 13,9 <box>481 1043 498 1053</box>
cell-value: 85 <box>569 1171 578 1181</box>
cell-value: 1 <box>459 1090 465 1100</box>
page-number <box>48 1797 138 1806</box>
section-tag: SEKTÖRLER <box>730 935 817 953</box>
cell-value: 77,7 <box>516 1218 534 1227</box>
cell-value: 0,18 <box>516 1090 534 1100</box>
cell-value: 7,7 <box>486 1090 498 1100</box>
cell-value: 2,1 <box>486 1183 498 1192</box>
cell-value: 1,6 <box>600 1171 611 1181</box>
header-tr: Türkiye <box>506 1017 534 1027</box>
